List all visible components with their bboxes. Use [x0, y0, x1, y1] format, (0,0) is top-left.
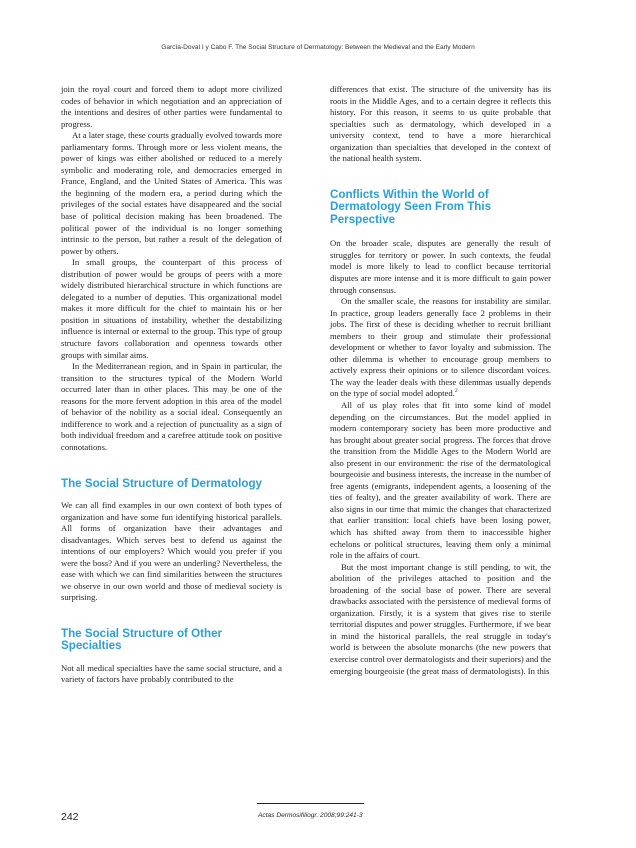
section-heading: The Social Structure of Dermatology — [61, 476, 262, 490]
footer-rule — [257, 803, 364, 804]
journal-reference: Actas Dermosifiliogr. 2008;99:241-3 — [258, 812, 363, 819]
paragraph-text: On the smaller scale, the reasons for instability are similar. In practice, group leaders generally face 2 problems in their jobs. The first of these is deciding whether to recruit brilliant members to their group and stimulate their professional development or whether to favor loyalty and submission. The other dilemma is whether to encourage group members to actively express their opinions or to silence discordant voices. The way the leader deals with these dilemmas usually depends on the type of social model adopted. — [330, 296, 551, 399]
section-heading: Conflicts Within the World of Dermatology Seen From This Perspective — [330, 187, 492, 226]
paragraph: differences that exist. The structure of the university has its roots in the Middle Ages, and to a certain degree it reflects this history. For this reason, it seems to us quite probable that specialties such as dermatology, which developed in a university context, tend to have a more hierarchical organization than specialties that developed in the context of the national health system. — [330, 84, 551, 164]
paragraph: We can all find examples in our own context of both types of organization and have some fun identifying historical parallels. All forms of organization have their advantages and disadvantages. Which serves best to defend us against the intentions of our employers? Which would you prefer if you were the boss? And if you were an underling? Nevertheless, the ease with which we can find similarities between the structures we observe in our own world and those of medieval society is surprising. — [61, 500, 282, 603]
paragraph-with-ref — [330, 296, 551, 400]
paragraph: Not all medical specialties have the same social structure, and a variety of factors have probably contributed to the — [61, 662, 282, 685]
paragraph: But the most important change is still pending, to wit, the abolition of the privileges attached to position and the broadening of the social base of power. There are several drawbacks associated with the persistence of medieval forms of organization. Firstly, it is a system that gives rise to sterile territorial disputes and power struggles. Furthermore, if we bear in mind the historical parallels, the real struggle in today's world is between the absolute monarchs (the new powers that exercise control over dermatologists and their superiors) and the emerging bourgeoisie (the great mass of dermatologists). In this — [330, 561, 551, 676]
paragraph: On the broader scale, disputes are generally the result of struggles for territory or power. In such contexts, the feudal model is more likely to lead to conflict because territorial disputes are more intense and it is more difficult to gain power through consensus. — [330, 238, 551, 295]
left-column — [61, 84, 282, 686]
paragraph: In small groups, the counterpart of this process of distribution of power would be groups of peers with a more widely distributed hierarchical structure in which functions are delegated to a number of deputies. This organizational model makes it more difficult for the chief to maintain his or her position in situations of instability, whether the destabilizing influence is internal or external to the group. This type of group structure favors collaboration and openness towards other groups with similar aims. — [61, 257, 282, 360]
paragraph: All of us play roles that fit into some kind of model depending on the circumstances. But the model applied in modern contemporary society has been more productive and has brought about greater social progress. The forces that drove the transition from the Middle Ages to the Modern World are also present in our environment: the rise of the dermatological bourgeoisie and business interests, the increase in the number of free agents (emigrants, independent agents, a loosening of the ties of fealty), and the greater availability of work. There are also signs in our time that mimic the changes that characterized that earlier transition: local chiefs have been losing power, which has shifted away from them to inaccessible higher echelons or political structures, leaving them only a minimal role in the affairs of court. — [330, 399, 551, 561]
running-head: García-Doval I y Cabo F. The Social Structure of Dermatology: Between the Medieval and the Early Modern — [161, 44, 475, 51]
section-heading: The Social Structure of Other Specialties — [61, 626, 223, 653]
reference-marker[interactable]: 2 — [454, 388, 458, 395]
page-number: 242 — [61, 811, 79, 823]
paragraph: join the royal court and forced them to adopt more civilized codes of behavior in which negotiation and an appreciation of the intentions and desires of other parties were fundamental to progress. — [61, 84, 282, 129]
right-column — [330, 84, 551, 677]
paragraph: At a later stage, these courts gradually evolved towards more parliamentary forms. Through more or less violent means, the power of kings was either abolished or reduced to a merely symbolic and moderating role, and democracies emerged in France, England, and the United States of America. This was the beginning of the modern era, a period during which the privileges of the social estates have disappeared and the social base of political decision making has been broadened. The political power of the individual is no longer something intrinsic to the person, but rather a result of the delegation of power by others. — [61, 130, 282, 256]
paragraph: In the Mediterranean region, and in Spain in particular, the transition to the structures typical of the Modern World occurred later than in other places. This may be one of the reasons for the more fervent adoption in this area of the model of behavior of the nobility as a social ideal. Consequently an indifference to work and a rejection of punctuality as a sign of both individual freedom and a carefree attitude took on positive connotations. — [61, 361, 282, 452]
